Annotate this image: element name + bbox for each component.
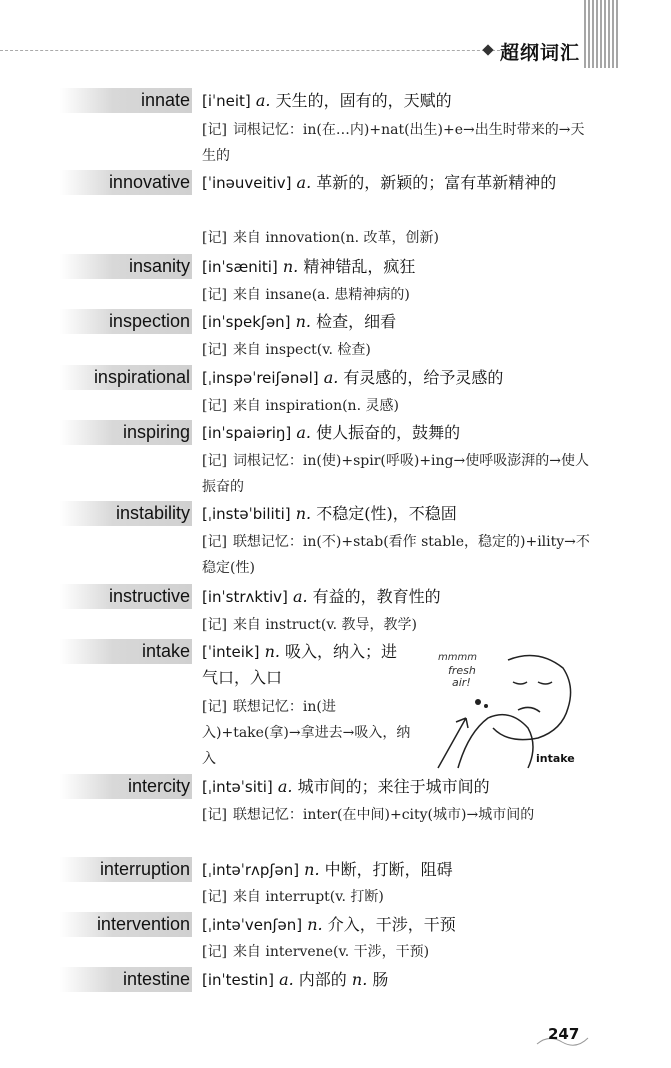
headword: interruption	[60, 857, 192, 882]
definition: 检查，细看	[316, 312, 397, 331]
illustration-mmm: mmmm	[438, 652, 477, 663]
memory-note	[202, 225, 597, 251]
headword: instability	[60, 501, 192, 526]
headword: insanity	[60, 254, 192, 279]
part-of-speech: a.	[277, 777, 293, 796]
note-text: 来自 inspiration(n. 灵感)	[232, 398, 399, 414]
definition: 精神错乱，疯狂	[303, 257, 416, 276]
definition-line	[202, 420, 597, 446]
part-of-speech: a.	[292, 587, 308, 606]
note-text: 来自 intervene(v. 干涉，干预)	[232, 944, 430, 960]
note-text: 联想记忆：inter(在中间)+city(城市)→城市间的	[232, 807, 535, 823]
memory-note	[202, 884, 597, 910]
closed-eye	[538, 682, 552, 684]
headword: intestine	[60, 967, 192, 992]
headword: inspection	[60, 309, 192, 334]
header-dashed-line	[0, 50, 500, 51]
phonetic: [inˈspaiəriŋ]	[202, 424, 292, 442]
closed-eye	[513, 682, 527, 684]
definition: 有益的，教育性的	[312, 587, 441, 606]
definition: 天生的，固有的，天赋的	[275, 91, 452, 110]
definition-line	[202, 365, 597, 391]
part-of-speech: a.	[255, 91, 271, 110]
headword: innate	[60, 88, 192, 113]
air-particle	[484, 704, 488, 708]
note-text: 联想记忆：in(不)+stab(看作 stable，稳定的)+ility→不稳定(性)	[202, 534, 590, 576]
phonetic: [ˈinteik]	[202, 643, 260, 661]
definition: 有灵感的，给予灵感的	[343, 368, 504, 387]
definition-line	[202, 309, 597, 335]
phonetic: [iˈneit]	[202, 92, 251, 110]
memory-note	[202, 337, 597, 363]
arrow-icon	[438, 718, 468, 768]
part-of-speech: n.	[295, 504, 312, 523]
note-tag: [记]	[202, 122, 227, 138]
part-of-speech: n.	[295, 312, 312, 331]
phonetic: [ˈinəuveitiv]	[202, 174, 292, 192]
memory-note	[202, 448, 597, 500]
part-of-speech: a.	[279, 970, 294, 989]
part-of-speech: a.	[296, 423, 311, 442]
definition-line	[202, 88, 597, 114]
definition: 城市间的；来往于城市间的	[297, 777, 490, 796]
headword: instructive	[60, 584, 192, 609]
phonetic: [ˌintəˈrʌpʃən]	[202, 861, 300, 879]
note-text: 词根记忆：in(使)+spir(呼吸)+ing→使呼吸澎湃的→使人振奋的	[202, 453, 589, 495]
header-title: 超纲词汇	[500, 42, 581, 64]
memory-note	[202, 694, 412, 772]
phonetic: [inˈsæniti]	[202, 258, 278, 276]
note-text: 来自 instruct(v. 教导，教学)	[232, 617, 417, 633]
note-text: 词根记忆：in(在…内)+nat(出生)+e→出生时带来的→天生的	[202, 122, 585, 164]
note-tag: [记]	[202, 453, 227, 469]
note-text: 来自 innovation(n. 改革，创新)	[232, 230, 439, 246]
note-tag: [记]	[202, 889, 227, 905]
illustration-label: intake	[536, 752, 575, 765]
mouth	[518, 707, 540, 712]
note-text: 联想记忆：in(进入)+take(拿)→拿进去→吸入，纳入	[202, 699, 411, 767]
headword: inspirational	[60, 365, 192, 390]
illustration-bubble-text2: air!	[452, 676, 471, 689]
note-tag: [记]	[202, 342, 227, 358]
phonetic: [ˌintəˈvenʃən]	[202, 916, 303, 934]
definition: 介入，干涉，干预	[327, 915, 456, 934]
memory-note	[202, 802, 597, 828]
phonetic: [inˈtestin]	[202, 971, 274, 989]
face-outline	[493, 656, 571, 740]
note-tag: [记]	[202, 398, 227, 414]
note-tag: [记]	[202, 944, 227, 960]
phonetic: [ˌinstəˈbiliti]	[202, 505, 291, 523]
page-header	[0, 0, 671, 80]
memory-note	[202, 282, 597, 308]
phonetic: [ˌinspəˈreiʃənəl]	[202, 369, 319, 387]
definition: 革新的，新颖的；富有革新精神的	[316, 173, 557, 192]
note-tag: [记]	[202, 807, 227, 823]
definition-line	[202, 857, 597, 883]
headword: intake	[60, 639, 192, 664]
definition: 中断，打断，阻碍	[324, 860, 453, 879]
definition: 使人振奋的，鼓舞的	[316, 423, 461, 442]
memory-note	[202, 612, 597, 638]
intake-illustration	[418, 640, 590, 770]
memory-note	[202, 939, 597, 965]
note-tag: [记]	[202, 230, 227, 246]
phonetic: [inˈspekʃən]	[202, 313, 291, 331]
definition: 吸入，纳入；进气口，入口	[202, 642, 398, 687]
air-particle	[475, 699, 481, 705]
hand-outline	[458, 715, 533, 768]
illustration-bubble-text1: fresh	[448, 664, 476, 677]
headword: intercity	[60, 774, 192, 799]
note-tag: [记]	[202, 617, 227, 633]
memory-note	[202, 393, 597, 419]
definition-line	[202, 254, 597, 280]
part-of-speech: n.	[282, 257, 299, 276]
part-of-speech: a.	[296, 173, 312, 192]
part-of-speech-2: n.	[351, 970, 368, 989]
definition-line	[202, 584, 597, 610]
headword: innovative	[60, 170, 192, 195]
definition-line	[202, 774, 597, 800]
memory-note	[202, 117, 597, 169]
part-of-speech: n.	[264, 642, 280, 661]
headword: intervention	[60, 912, 192, 937]
note-tag: [记]	[202, 287, 227, 303]
page-number: 247	[548, 1025, 580, 1043]
definition-line	[202, 170, 597, 196]
definition-line	[202, 912, 597, 938]
definition-line	[202, 967, 597, 993]
note-text: 来自 insane(a. 患精神病的)	[232, 287, 410, 303]
part-of-speech: n.	[307, 915, 323, 934]
definition: 不稳定(性)，不稳固	[316, 504, 457, 523]
part-of-speech: a.	[323, 368, 339, 387]
headword: inspiring	[60, 420, 192, 445]
header-decoration	[584, 0, 620, 68]
definition-2: 肠	[372, 970, 389, 989]
phonetic: [ˌintəˈsiti]	[202, 778, 273, 796]
memory-note	[202, 529, 597, 581]
note-tag: [记]	[202, 699, 227, 715]
note-text: 来自 inspect(v. 检查)	[232, 342, 371, 358]
phonetic: [inˈstrʌktiv]	[202, 588, 288, 606]
part-of-speech: n.	[304, 860, 320, 879]
note-text: 来自 interrupt(v. 打断)	[232, 889, 384, 905]
diamond-icon	[482, 44, 493, 55]
definition: 内部的	[298, 970, 347, 989]
definition-line	[202, 639, 407, 690]
note-tag: [记]	[202, 534, 227, 550]
definition-line	[202, 501, 597, 527]
